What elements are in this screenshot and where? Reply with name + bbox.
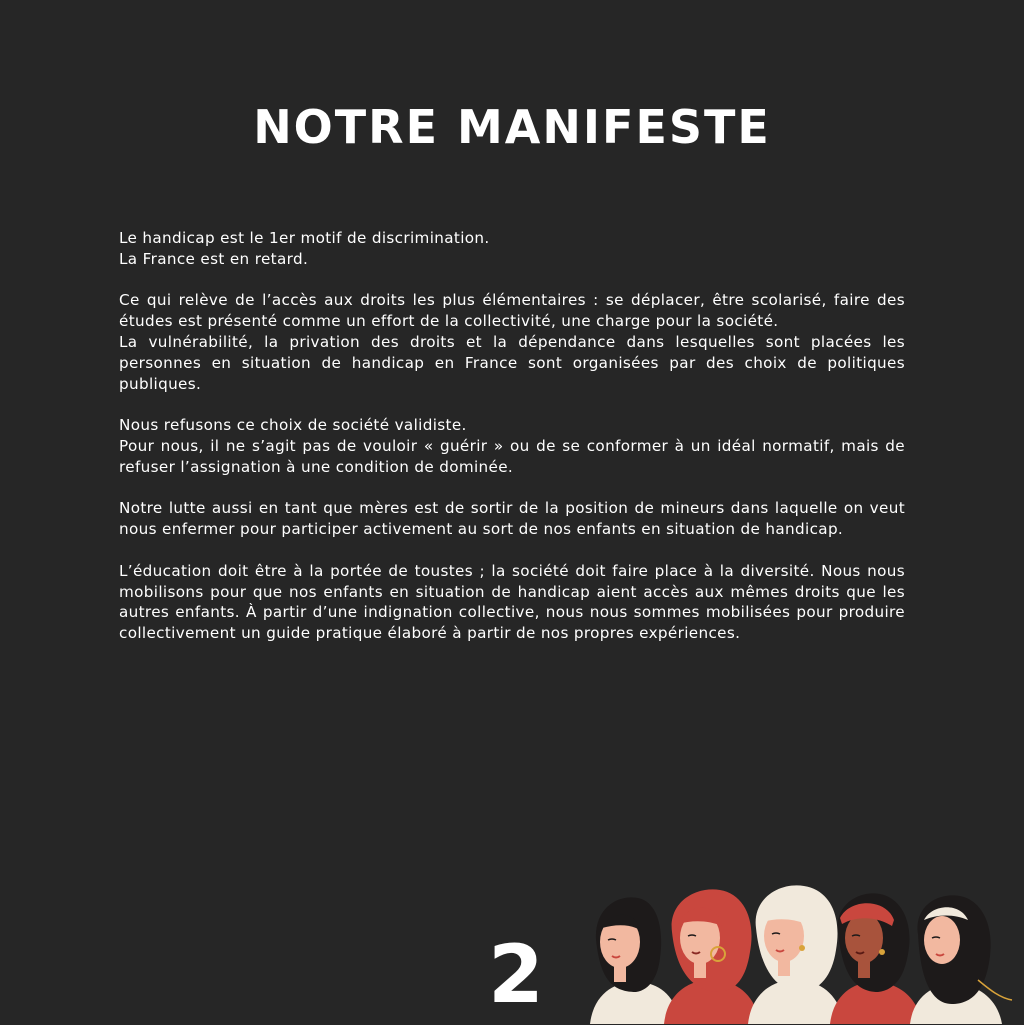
paragraph-2-line-1: Ce qui relève de l’accès aux droits les plus élémentaires : se déplacer, être scolarisé, faire des études est présenté comme un effort de la collectivité, une charge pour la société.: [119, 291, 905, 331]
paragraph-2: [119, 290, 905, 394]
woman-2-figure: [664, 889, 760, 1024]
paragraph-5: L’éducation doit être à la portée de toustes ; la société doit faire place à la diversité. Nous nous mobilisons pour que nos enfants en situation de handicap aient accès aux mêmes droits que les autres enfants. À partir d’une indignation collective, nous nous sommes mobilisées pour produire collectivement un guide pratique élaboré à partir de nos propres expériences.: [119, 561, 905, 643]
page-title: NOTRE MANIFESTE: [253, 100, 771, 154]
woman-1-figure: [590, 897, 680, 1024]
paragraph-4: Notre lutte aussi en tant que mères est de sortir de la position de mineurs dans laquelle on veut nous enfermer pour participer activement au sort de nos enfants en situation de handicap.: [119, 499, 905, 539]
woman-5-figure: [910, 895, 1012, 1024]
women-group-illustration-icon: [580, 880, 1024, 1024]
page-number: 2: [488, 928, 544, 1021]
paragraph-1-line-2: La France est en retard.: [119, 249, 309, 268]
paragraph-1-line-1: Le handicap est le 1er motif de discrimination.: [119, 229, 490, 247]
woman-4-figure: [830, 893, 922, 1024]
paragraph-3-line-1: Nous refusons ce choix de société validiste.: [119, 416, 467, 435]
woman-3-figure: [748, 885, 844, 1024]
paragraph-3: [119, 415, 905, 477]
paragraph-1: [119, 228, 905, 270]
paragraph-2-line-2: La vulnérabilité, la privation des droits et la dépendance dans lesquelles sont placées les personnes en situation de handicap en France sont organisées par des choix de politiques publiques.: [119, 332, 905, 393]
manifesto-body: [119, 228, 905, 665]
paragraph-3-line-2: Pour nous, il ne s’agit pas de vouloir « guérir » ou de se conformer à un idéal normatif, mais de refuser l’assignation à une condition de dominée.: [119, 436, 905, 476]
